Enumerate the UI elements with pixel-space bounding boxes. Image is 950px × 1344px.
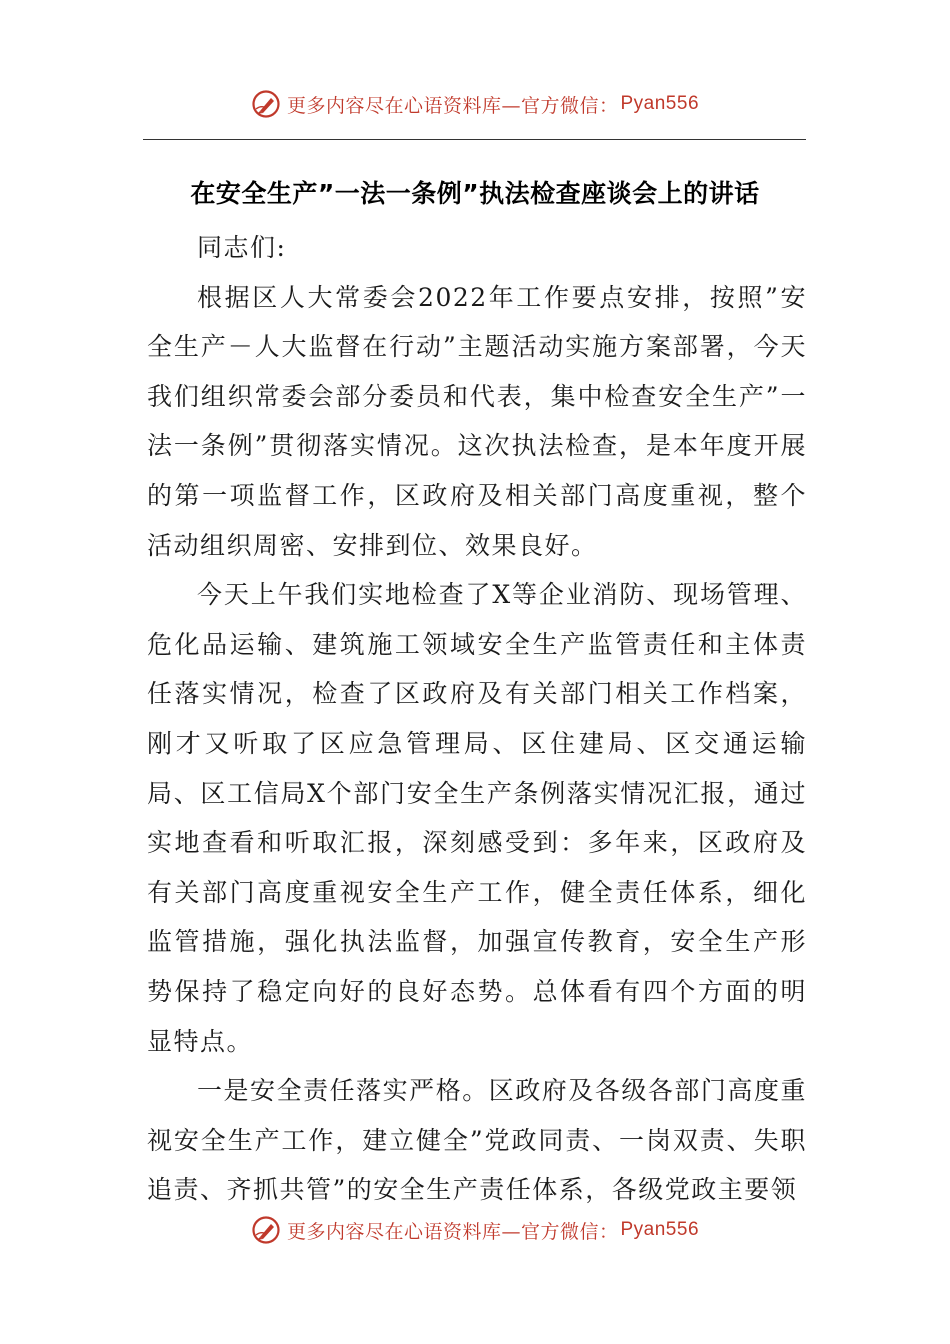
- header-banner-text: 更多内容尽在心语资料库—官方微信：: [286, 94, 619, 117]
- header-watermark-banner: [0, 84, 950, 124]
- document-body: [147, 223, 807, 1215]
- header-divider: [143, 139, 806, 140]
- paragraph-2: 今天上午我们实地检查了X等企业消防、现场管理、危化品运输、建筑施工领域安全生产监管责任和主体责任落实情况，检查了区政府及有关部门相关工作档案，刚才又听取了区应急管理局、区住建局、区交通运输局、区工信局X个部门安全生产条例落实情况汇报，通过实地查看和听取汇报，深刻感受到：多年来，区政府及有关部门高度重视安全生产工作，健全责任体系，细化监管措施，强化执法监督，加强宣传教育，安全生产形势保持了稳定向好的良好态势。总体看有四个方面的明显特点。: [147, 580, 807, 1056]
- footer-watermark-banner: [0, 1210, 950, 1250]
- paragraph-1: 根据区人大常委会2022年工作要点安排，按照”安全生产－人大监督在行动”主题活动实施方案部署，今天我们组织常委会部分委员和代表，集中检查安全生产”一法一条例”贯彻落实情况。这次执法检查，是本年度开展的第一项监督工作，区政府及相关部门高度重视，整个活动组织周密、安排到位、效果良好。: [147, 282, 807, 560]
- document-title: 在安全生产”一法一条例”执法检查座谈会上的讲话: [190, 179, 760, 208]
- footer-wechat-id: Pyan556: [620, 1219, 700, 1240]
- paragraph-3: 一是安全责任落实严格。区政府及各级各部门高度重视安全生产工作，建立健全”党政同责、一岗双责、失职追责、齐抓共管”的安全生产责任体系，各级党政主要领: [147, 1076, 807, 1205]
- header-wechat-id: Pyan556: [620, 93, 700, 114]
- pen-circle-logo-icon: [251, 1215, 281, 1245]
- pen-circle-logo-icon: [251, 89, 281, 119]
- footer-banner-text: 更多内容尽在心语资料库—官方微信：: [286, 1220, 619, 1243]
- salutation: 同志们:: [197, 233, 287, 262]
